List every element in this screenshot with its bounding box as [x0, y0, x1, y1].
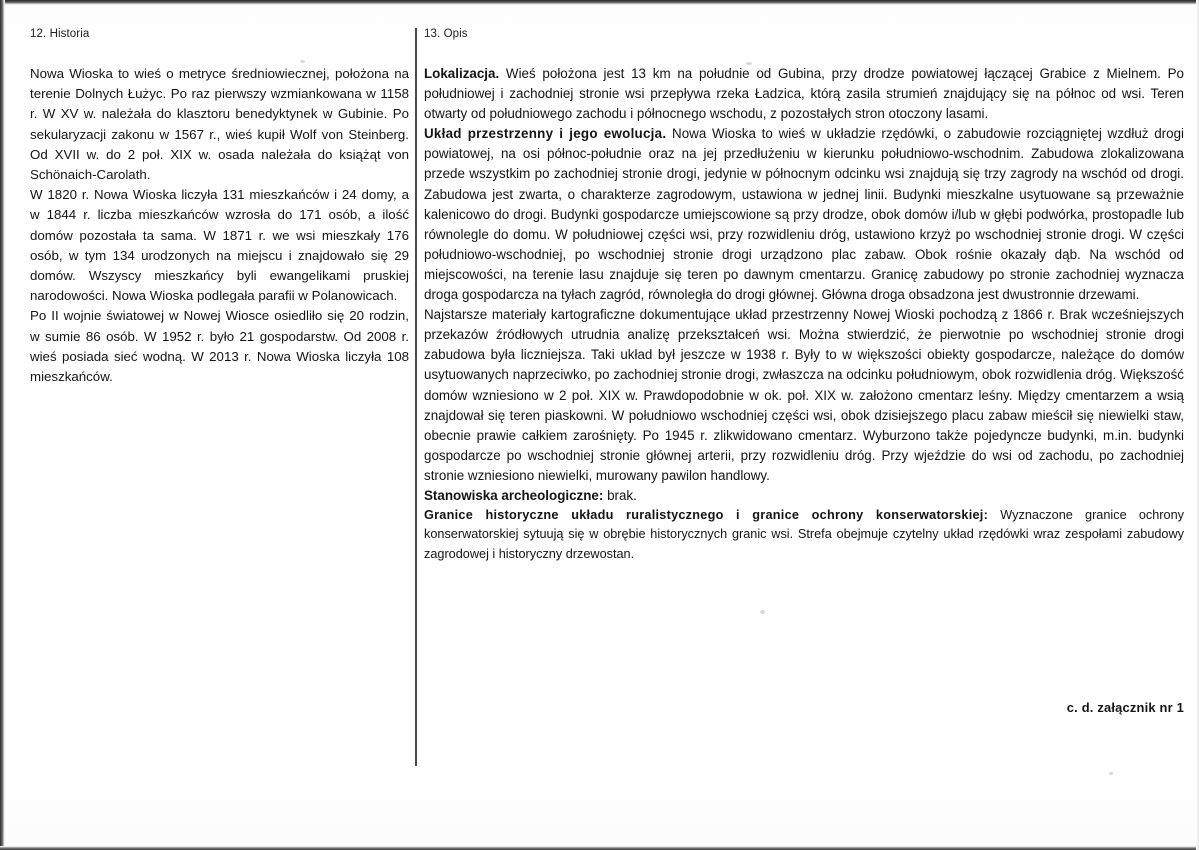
- section-heading-granice-historyczne: Granice historyczne układu ruralistycznego i granice ochrony konserwatorskiej:: [424, 508, 989, 523]
- field-label-opis: 13. Opis: [424, 28, 468, 40]
- section-granice-historyczne: [424, 506, 1184, 564]
- historia-paragraph-1: Nowa Wioska to wieś o metryce średniowiecznej, położona na terenie Dolnych Łużyc. Po raz pierwszy wzmiankowana w 1158 r. W XV w. należała do klasztoru benedyktynek w Gubinie. Po sekularyzacji zakonu w 1567 r., wieś kupił Wolf von Steinberg. Od XVII w. do 2 poł. XIX w. osada należała do książąt von Schönaich-Carolath.: [30, 66, 409, 183]
- section-uklad-przestrzenny: [424, 124, 1184, 305]
- scan-speckle: [1109, 772, 1113, 775]
- section-stanowiska-archeologiczne: [424, 486, 1184, 506]
- column-historia: [30, 28, 409, 387]
- historia-paragraph-3: Po II wojnie światowej w Nowej Wiosce osiedliło się 20 rodzin, w sumie 86 osób. W 1952 r. było 21 gospodarstw. Od 2008 r. wieś posiada sieć wodną. W 2013 r. Nowa Wioska liczyła 108 mieszkańców.: [30, 308, 409, 385]
- footer-continuation-note: c. d. załącznik nr 1: [1066, 700, 1184, 715]
- scan-edge-top: [0, 0, 1199, 5]
- field-label-historia: 12. Historia: [30, 28, 90, 40]
- column-divider: [415, 28, 417, 766]
- scan-edge-bottom: [0, 846, 1199, 850]
- section-text-lokalizacja: Wieś położona jest 13 km na południe od Gubina, przy drodze powiatowej łączącej Grabice z Mielnem. Po południowej i zachodniej stronie wsi przepływa rzeka Ładzica, którą zasila strumień znajdujący się na północ od wsi. Teren otwarty od południowego zachodu i północnego wschodu, z pozostałych stron otoczony lasami.: [424, 66, 1184, 122]
- opis-body: [424, 64, 1184, 564]
- section-heading-lokalizacja: Lokalizacja.: [424, 66, 500, 81]
- historia-body: [30, 64, 409, 387]
- section-text-uklad-przestrzenny: Nowa Wioska to wieś w układzie rzędówki, o zabudowie rozciągniętej wzdłuż drogi powiatowej, na osi północ-południe oraz na jej przedłużeniu w kierunku południowo-wschodnim. Zabudowa zlokalizowana przede wszystkim po zachodniej stronie drogi, jedynie w północnym odcinku wsi znajdują się trzy zagrody na wschód od drogi. Zabudowa jest zwarta, o charakterze zagrodowym, ustawiona w jednej linii. Budynki mieszkalne usytuowane są przeważnie kalenicowo do drogi. Budynki gospodarcze umiejscowione są przy drodze, obok domów i/lub w głębi podwórka, prostopadle lub równolegle do domu. W południowej części wsi, przy rozwidleniu dróg, ustawiono krzyż po wschodniej stronie drogi. W części południowo-wschodniej, po wschodniej stronie drogi urządzono plac zabaw. Obok rośnie okazały dąb. Na wschód od miejscowości, na terenie lasu znajduje się teren po dawnym cmentarzu. Granicę zabudowy po stronie zachodniej wyznacza droga gospodarcza na tyłach zagród, równoległa do drogi głównej. Główna droga obsadzona jest dwustronnie drzewami.: [424, 126, 1184, 303]
- section-text-stanowiska-archeologiczne: brak.: [603, 487, 637, 503]
- section-text-granice-historyczne: Wyznaczone granice ochrony konserwatorskiej sytuują się w obrębie historycznych granic wsi. Strefa obejmuje czytelny układ rzędówki wraz zespołami zabudowy zagrodowej i historyczny drzewostan.: [424, 508, 1184, 561]
- section-lokalizacja: [424, 64, 1184, 124]
- column-opis: [424, 28, 1184, 564]
- section-heading-uklad-przestrzenny: Układ przestrzenny i jego ewolucja.: [424, 126, 667, 142]
- two-column-layout: [0, 28, 1199, 768]
- section-heading-stanowiska-archeologiczne: Stanowiska archeologiczne:: [424, 487, 604, 503]
- section-text-kartografia: Najstarsze materiały kartograficzne dokumentujące układ przestrzenny Nowej Wioski pochodzą z 1866 r. Brak wcześniejszych przekazów źródłowych utrudnia analizę przekształceń wsi. Można stwierdzić, że pierwotnie po wschodniej stronie drogi zabudowa była liczniejsza. Taki układ był jeszcze w 1938 r. Były to w większości obiekty gospodarcze, należące do domów usytuowanych naprzeciwko, po zachodniej stronie drogi, zwłaszcza na odcinku południowym, obok rozwidlenia dróg. Większość domów wzniesiono w 2 poł. XIX w. Prawdopodobnie w ok. poł. XIX w. założono cmentarz leśny. Między cmentarzem a wsią znajdował się teren piaskowni. W południowo wschodniej części wsi, obok dzisiejszego placu zabaw mieścił się niewielki staw, obecnie prawie całkiem zarośnięty. Po 1945 r. zlikwidowano cmentarz. Wyburzono także pojedyncze budynki, m.in. budynki gospodarcze po wschodniej stronie głównej arterii, przy rozwidleniu dróg. Przy wjeździe do wsi od zachodu, po zachodniej stronie wzniesiono niewielki, murowany pawilon handlowy.: [424, 307, 1184, 483]
- historia-paragraph-2: W 1820 r. Nowa Wioska liczyła 131 mieszkańców i 24 domy, a w 1844 r. liczba mieszkańców wzrosła do 171 osób, a ilość domów pozostała ta sama. W 1871 r. we wsi mieszkały 176 osób, w tym 134 urodzonych na miejscu i znajdowało się 29 domów. Wszyscy mieszkańcy byli ewangelikami pruskiej narodowości. Nowa Wioska podlegała parafii w Polanowicach.: [30, 187, 409, 304]
